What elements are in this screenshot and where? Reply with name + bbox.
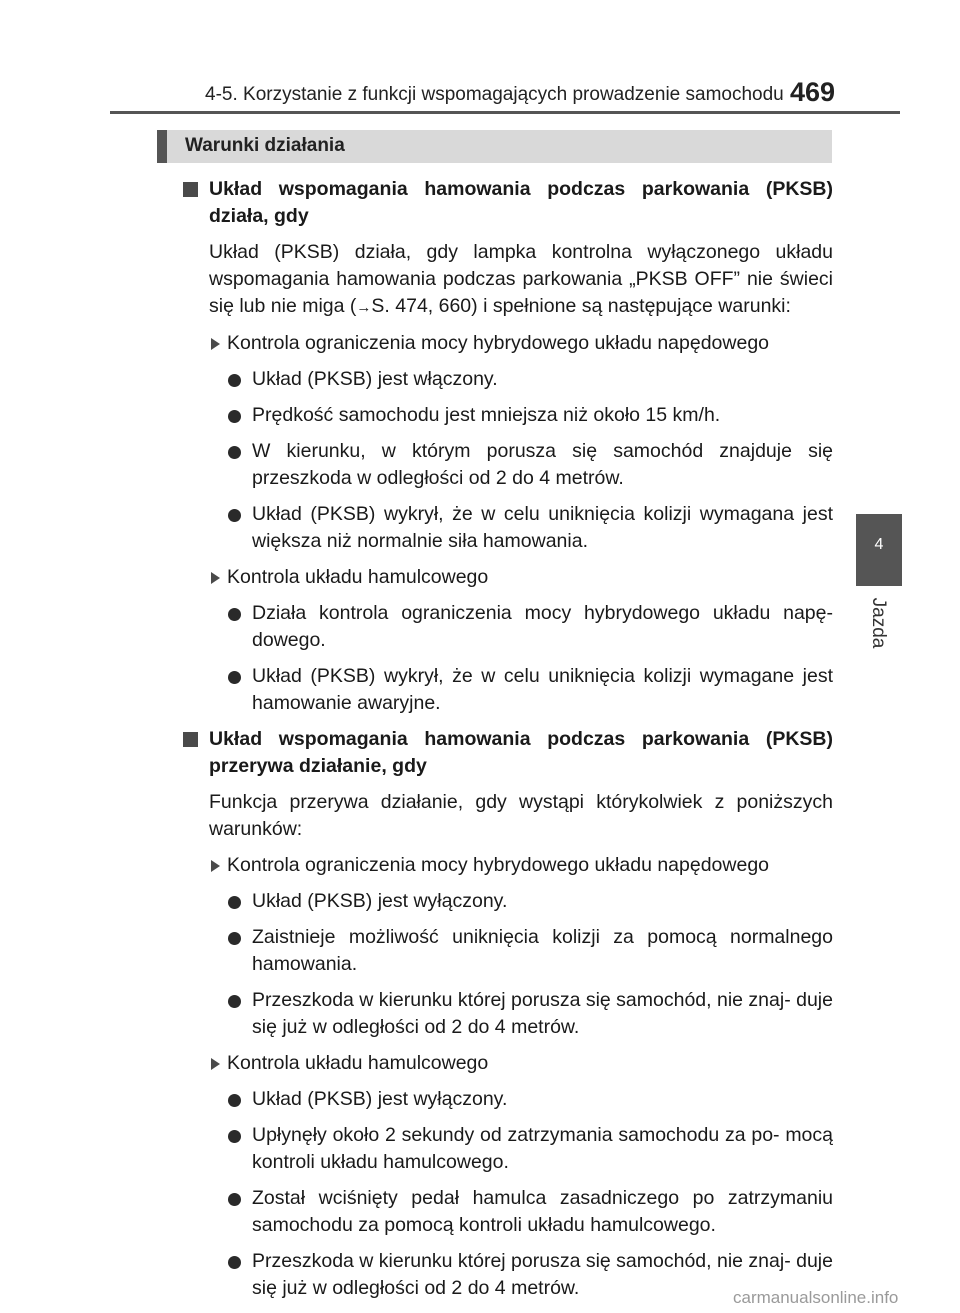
list-item xyxy=(227,402,833,429)
triangle-bullet-icon xyxy=(211,572,220,584)
intro-text-start: Układ (PKSB) działa, gdy lampka kontrolna wyłączonego układu wspomagania hamowania podczas parkowania „PKSB OFF” nie świeci się lub nie miga ( xyxy=(209,241,833,317)
condition-heading xyxy=(183,176,833,230)
bullet-icon xyxy=(228,608,241,621)
bullet-icon xyxy=(228,1256,241,1269)
bullet-icon xyxy=(228,446,241,459)
list-item-text: Przeszkoda w kierunku której porusza się samochód, nie znaj- duje się już w odległości od 2 do 4 metrów. xyxy=(252,1250,833,1299)
condition-intro: Funkcja przerywa działanie, gdy wystąpi którykolwiek z poniższych warunków: xyxy=(209,791,833,840)
list-item-text: W kierunku, w którym porusza się samochód znajduje się przeszkoda w odległości od 2 do 4 metrów. xyxy=(252,440,833,489)
section-title: Warunki działania xyxy=(185,135,345,156)
list-item xyxy=(227,663,833,717)
triangle-bullet-icon xyxy=(211,338,220,350)
bullet-icon xyxy=(228,509,241,522)
bullet-icon xyxy=(228,410,241,423)
condition-intro xyxy=(209,239,833,321)
list-item-text: Został wciśnięty pedał hamulca zasadniczego po zatrzymaniu samochodu za pomocą kontroli układu hamulcowego. xyxy=(252,1187,833,1236)
bullet-icon xyxy=(228,1130,241,1143)
list-item-text: Układ (PKSB) jest wyłączony. xyxy=(252,1088,508,1110)
list-item xyxy=(227,366,833,393)
list-item-text: Układ (PKSB) wykrył, że w celu uniknięcia kolizji wymagane jest hamowanie awaryjne. xyxy=(252,665,833,714)
list-item-text: Układ (PKSB) wykrył, że w celu uniknięcia kolizji wymagana jest większa niż normalnie siła hamowania. xyxy=(252,503,833,552)
subsection-title xyxy=(209,564,833,591)
bullet-icon xyxy=(228,995,241,1008)
list-item-text: Układ (PKSB) jest wyłączony. xyxy=(252,890,508,912)
subsection-title xyxy=(209,1050,833,1077)
bullet-icon xyxy=(228,932,241,945)
bullet-icon xyxy=(228,1094,241,1107)
chapter-tab-number: 4 xyxy=(874,536,884,553)
section-header xyxy=(157,130,832,163)
chapter-tab xyxy=(856,514,902,586)
page-number: 469 xyxy=(790,77,836,107)
list-item xyxy=(227,600,833,654)
list-item-text: Zaistnieje możliwość uniknięcia kolizji za pomocą normalnego hamowania. xyxy=(252,926,833,975)
list-item xyxy=(227,1122,833,1176)
watermark: carmanualsonline.info xyxy=(733,1288,899,1307)
chapter-title: 4-5. Korzystanie z funkcji wspomagających prowadzenie samochodu xyxy=(205,84,784,105)
bullet-icon xyxy=(228,896,241,909)
reference-arrow-icon: → xyxy=(356,299,372,316)
square-bullet-icon xyxy=(183,732,198,747)
list-item-text: Przeszkoda w kierunku której porusza się samochód, nie znaj- duje się już w odległości od 2 do 4 metrów. xyxy=(252,989,833,1038)
list-item xyxy=(227,888,833,915)
list-item xyxy=(227,924,833,978)
square-bullet-icon xyxy=(183,182,198,197)
subsection-title xyxy=(209,852,833,879)
subsection-title-text: Kontrola układu hamulcowego xyxy=(227,566,489,588)
list-item xyxy=(227,987,833,1041)
list-item xyxy=(227,438,833,492)
list-item xyxy=(227,1185,833,1239)
page-content xyxy=(183,176,833,1311)
bullet-icon xyxy=(228,671,241,684)
bullet-icon xyxy=(228,374,241,387)
subsection-title-text: Kontrola ograniczenia mocy hybrydowego układu napędowego xyxy=(227,854,770,876)
chapter-tab-label xyxy=(866,592,890,652)
chapter-tab-label-text: Jazda xyxy=(868,597,889,649)
list-item-text: Prędkość samochodu jest mniejsza niż około 15 km/h. xyxy=(252,404,721,426)
intro-text-end: S. 474, 660) i spełnione są następujące warunki: xyxy=(371,295,791,317)
triangle-bullet-icon xyxy=(211,860,220,872)
condition-heading-text: Układ wspomagania hamowania podczas parkowania (PKSB) przerywa działanie, gdy xyxy=(209,728,833,777)
list-item-text: Upłynęły około 2 sekundy od zatrzymania samochodu za po- mocą kontroli układu hamulcowego. xyxy=(252,1124,833,1173)
subsection-title xyxy=(209,330,833,357)
list-item xyxy=(227,501,833,555)
bullet-icon xyxy=(228,1193,241,1206)
list-item-text: Działa kontrola ograniczenia mocy hybrydowego układu napę- dowego. xyxy=(252,602,833,651)
list-item-text: Układ (PKSB) jest włączony. xyxy=(252,368,498,390)
condition-heading-text: Układ wspomagania hamowania podczas parkowania (PKSB) działa, gdy xyxy=(209,178,833,227)
condition-heading xyxy=(183,726,833,780)
triangle-bullet-icon xyxy=(211,1058,220,1070)
subsection-title-text: Kontrola ograniczenia mocy hybrydowego układu napędowego xyxy=(227,332,770,354)
header-divider xyxy=(110,111,900,114)
subsection-title-text: Kontrola układu hamulcowego xyxy=(227,1052,489,1074)
list-item xyxy=(227,1086,833,1113)
